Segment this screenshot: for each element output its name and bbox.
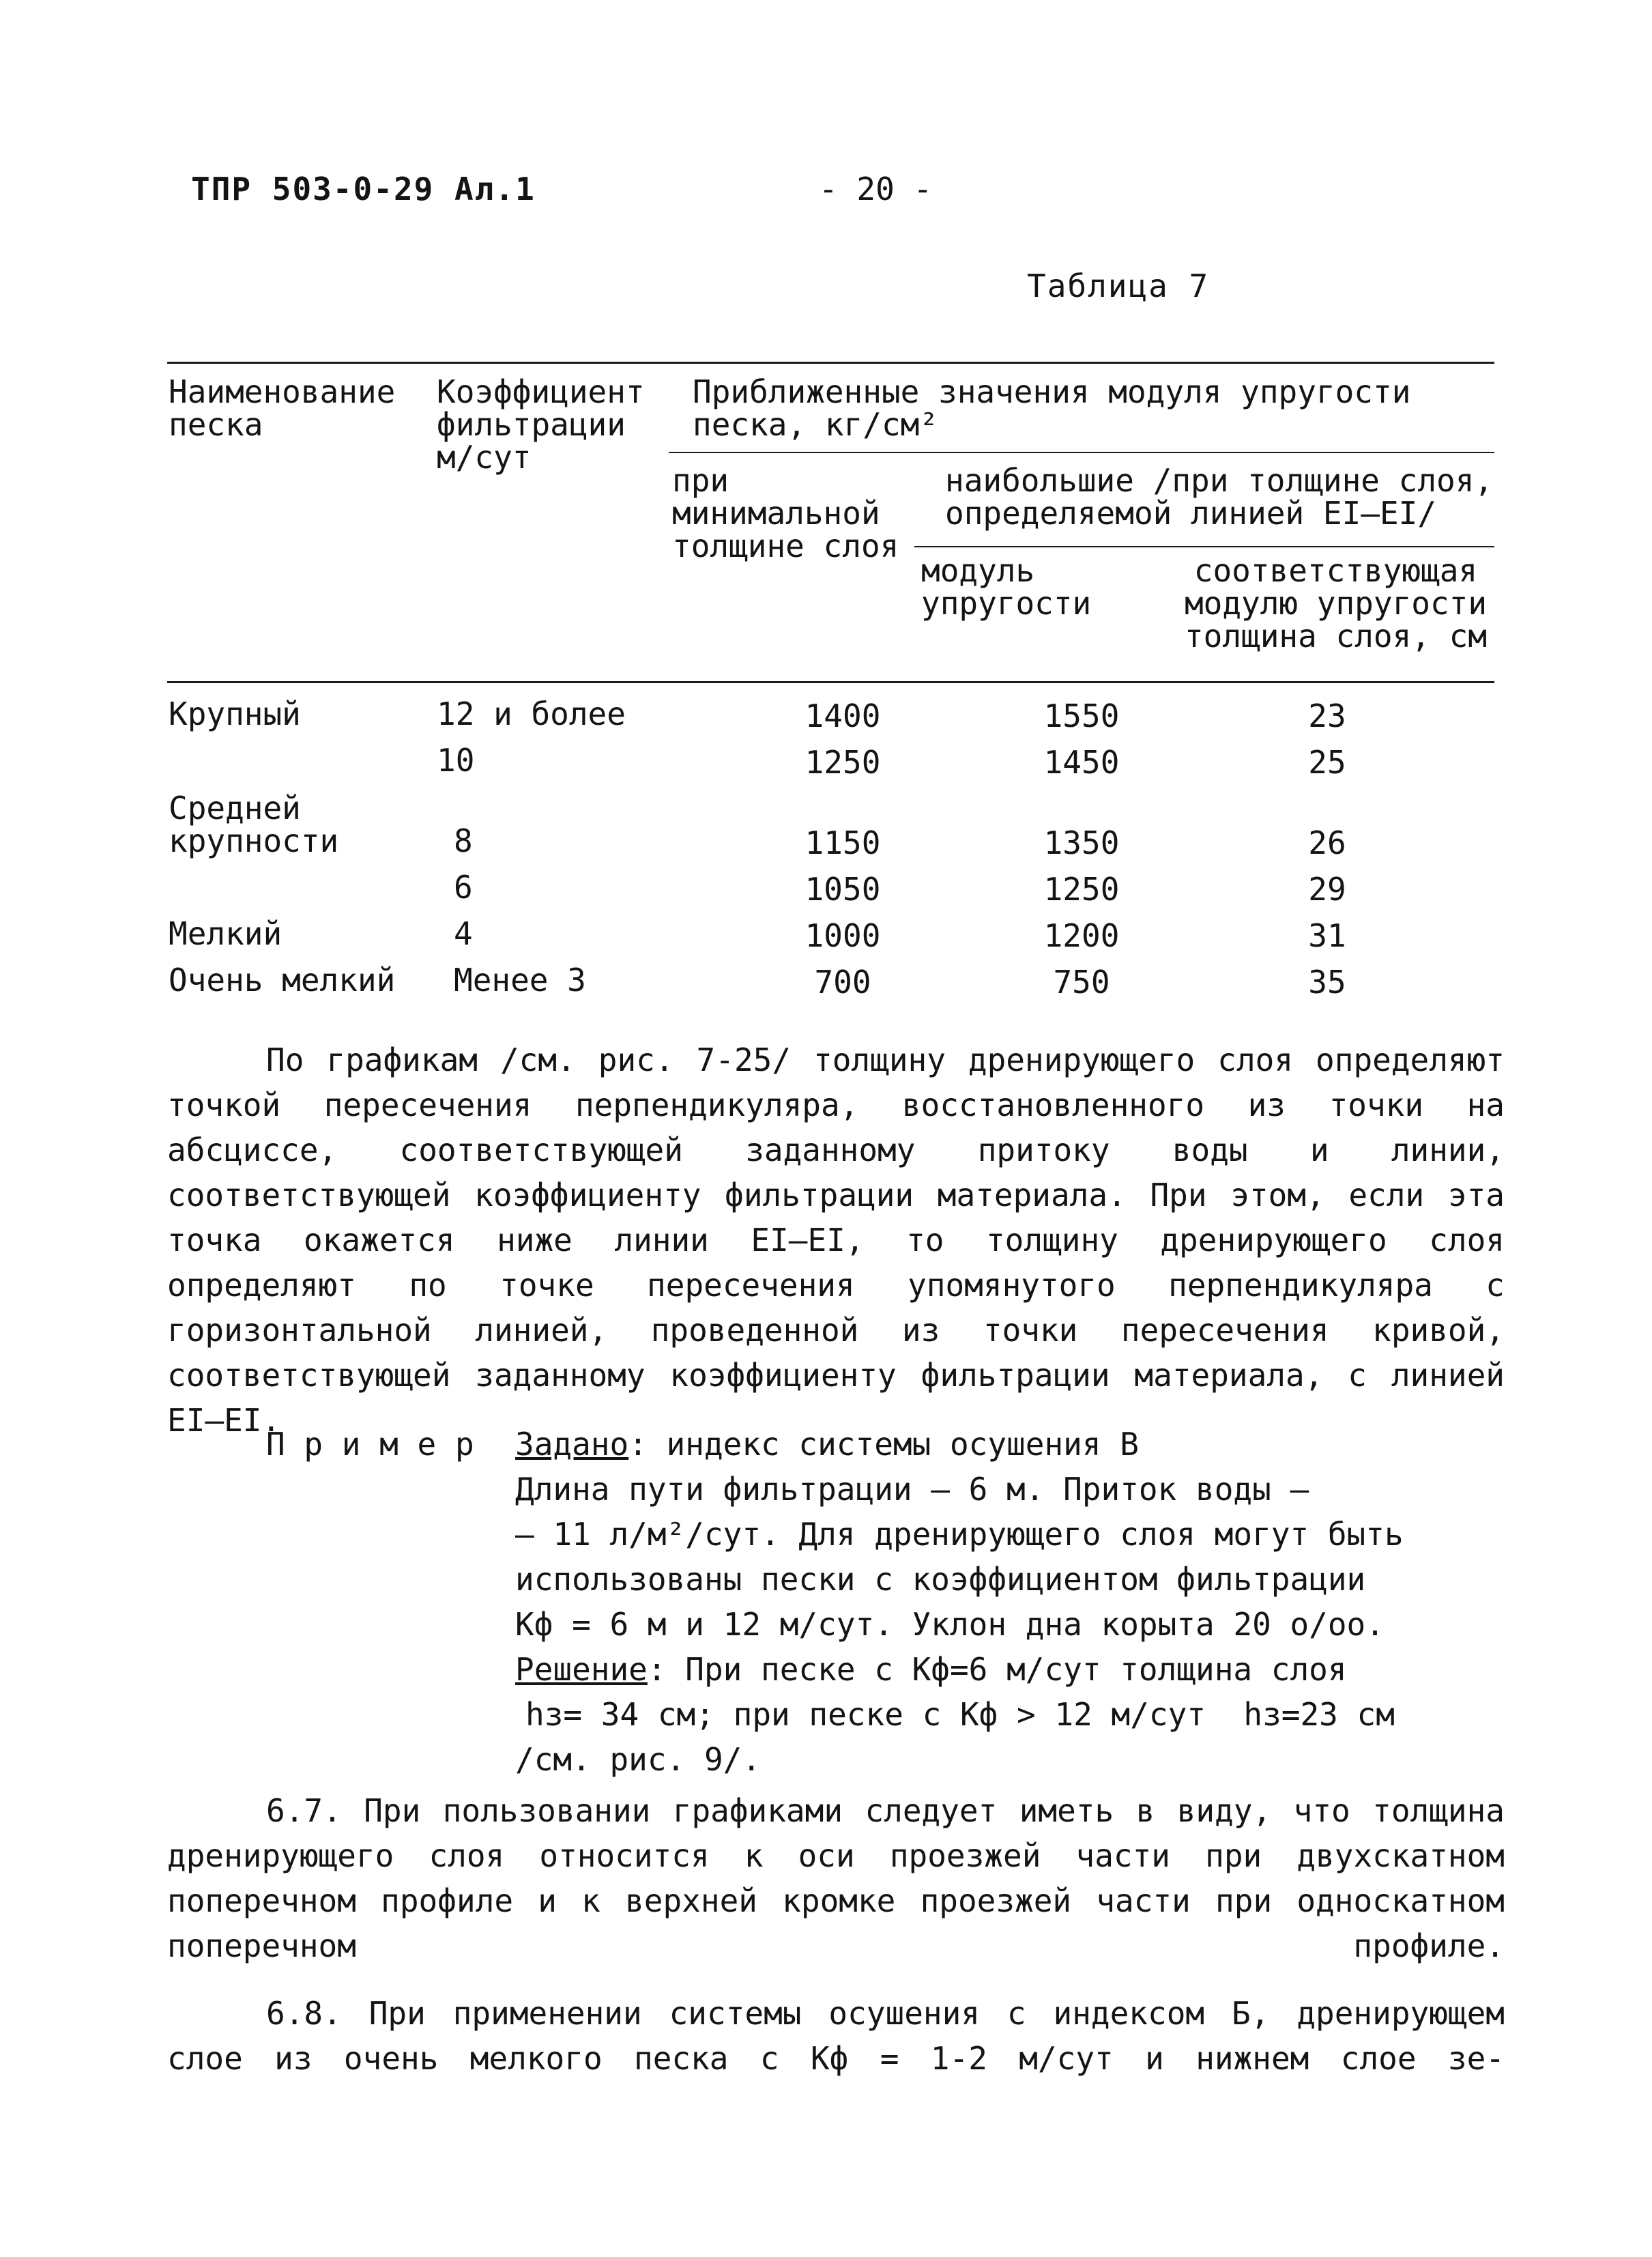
example-solution-line [515,1647,1347,1692]
col-header-filtration: Коэффициент фильтрации м/сут [437,373,645,476]
paragraph-6-7: 6.7. При пользовании графиками следует иметь в виду, что толщина дренирующего слоя относится к оси проезжей части при двухскатном поперечном профиле и к верхней кромке проезжей части при односкатном поперечном профиле. [167,1792,1505,1964]
sand-modulus-table [167,362,1494,1017]
row-name: Крупный [169,695,301,732]
row-name: Очень мелкий [169,962,396,998]
row-modulus: 1350 [1043,824,1120,861]
row-thickness: 35 [1308,964,1346,1001]
paragraph-6-8: 6.8. При применении системы осушения с индексом Б, дренирующем слое из очень мелкого песка с Кф = 1-2 м/сут и нижнем слое зе- [167,1995,1505,2077]
col-header-modulus-group: Приближенные значения модуля упругости песка, кг/см² [693,373,1411,443]
row-filtration: 12 и более [437,695,626,732]
paragraph-graph-method: По графикам /см. рис. 7-25/ толщину дренирующего слоя определяют точкой пересечения перпендикуляра, восстановленного из точки на абсциссе, соответствующей заданному притоку воды и линии, соответствующей коэффициенту фильтрации материала. При этом, если эта точка окажется ниже линии EI–EI, то толщину дренирующего слоя определяют по точке пересечения упомянутого перпендикуляра с горизонтальной линией, проведенной из точки пересечения кривой, соответствующей заданному коэффициенту фильтрации материала, с линией EI–EI. [167,1041,1505,1439]
row-name: Мелкий [169,915,282,952]
row-thickness: 23 [1308,698,1346,734]
row-min: 1000 [805,917,881,954]
row-filtration: 4 [454,915,473,952]
given-text-2: Длина пути фильтрации – 6 м. Приток воды – [515,1471,1309,1508]
row-min: 1050 [805,871,881,908]
col-header-max-group: наибольшие /при толщине слоя, определяемой линией EI–EI/ [945,462,1494,532]
solution-text-1: : При песке с Кф=6 м/сут толщина слоя [647,1651,1347,1688]
page-header [191,171,1419,212]
row-filtration: 8 [454,822,473,859]
row-thickness: 26 [1308,824,1346,861]
row-modulus: 1250 [1043,871,1120,908]
col-header-thickness: соответствующая модулю упругости толщина слоя, см [1184,552,1488,655]
row-name: Средней крупности [169,790,339,859]
given-label: Задано [515,1426,629,1463]
given-text-1: : индекс системы осушения В [628,1426,1139,1463]
table-top-rule [167,362,1494,364]
row-thickness: 29 [1308,871,1346,908]
col-header-modulus: модуль упругости [921,552,1092,622]
row-modulus: 1200 [1043,917,1120,954]
row-modulus: 1450 [1043,744,1120,781]
given-text-3: – 11 л/м²/сут. Для дренирующего слоя могут быть [515,1516,1404,1553]
row-thickness: 25 [1308,744,1346,781]
row-filtration: 6 [454,869,473,906]
row-modulus: 750 [1053,964,1110,1001]
row-modulus: 1550 [1043,698,1120,734]
row-filtration: Менее 3 [454,962,586,998]
header-rule-2 [914,546,1494,547]
document-code: ТПР 503-0-29 Ал.1 [191,171,536,207]
row-filtration: 10 [437,742,475,779]
header-rule-1 [669,452,1494,453]
table-label: Таблица 7 [1027,268,1210,304]
row-thickness: 31 [1308,917,1346,954]
col-header-min-thickness: при минимальной толщине слоя [672,462,899,564]
header-bottom-rule [167,681,1494,683]
row-min: 1400 [805,698,881,734]
given-text-5: Кф = 6 м и 12 м/сут. Уклон дна корыта 20 о/оо. [515,1606,1385,1643]
row-min: 1150 [805,824,881,861]
col-header-sand-name: Наименование песка [169,373,396,443]
example-given-line [515,1422,1139,1467]
row-min: 1250 [805,744,881,781]
page-number: - 20 - [819,171,933,207]
example-label: П р и м е р [266,1426,474,1463]
solution-text-2: hз= 34 см; при песке с Кф > 12 м/сут hз=23 см [525,1696,1395,1733]
solution-text-3: /см. рис. 9/. [515,1741,762,1778]
row-min: 700 [814,964,871,1001]
solution-label: Решение [515,1651,648,1688]
given-text-4: использованы пески с коэффициентом фильтрации [515,1561,1366,1598]
